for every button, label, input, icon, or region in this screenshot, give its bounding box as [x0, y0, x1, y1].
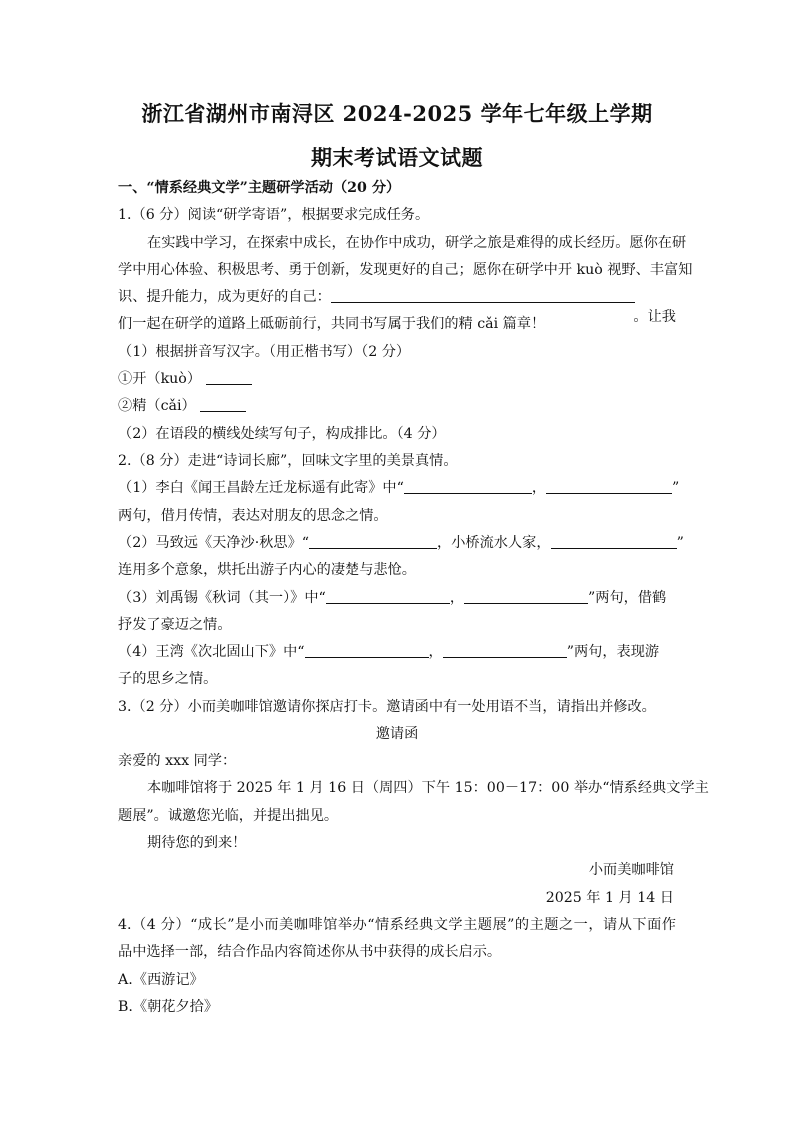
q2-sub1-text: （1）李白《闻王昌龄左迁龙标遥有此寄》中“: [118, 480, 404, 496]
invitation-signature: 小而美咖啡馆: [588, 862, 674, 878]
q1-paragraph-line3-end: 。让我: [633, 309, 676, 325]
q1-sub1-blank-a[interactable]: [206, 369, 252, 385]
q1-paragraph-line2: 学中用心体验、积极思考、勇于创新，发现更好的自己；愿你在研学中开 kuò 视野、丰富知: [118, 262, 693, 278]
invitation-title: 邀请函: [375, 726, 419, 742]
q1-sub1-blank-b[interactable]: [200, 396, 246, 412]
q2-sub4-comma: ，: [428, 644, 443, 660]
q2-sub4-blank-2[interactable]: [443, 642, 567, 658]
q2-sub2-blank-2[interactable]: [551, 533, 677, 549]
q2-sub2-text: （2）马致远《天净沙·秋思》“: [118, 535, 310, 551]
q1-paragraph-line1: 在实践中学习，在探索中成长，在协作中成功，研学之旅是难得的成长经历。愿你在研: [147, 235, 687, 251]
q1-sub1-item-a-label: ①开（kuò）: [118, 371, 202, 387]
q2-sub1-line2: 两句，借月传情，表达对朋友的思念之情。: [118, 508, 388, 524]
q1-sub1-item-b-label: ②精（cǎi）: [118, 398, 196, 414]
q2-stem: 2.（8 分）走进“诗词长廊”，回味文字里的美景真情。: [118, 453, 458, 469]
q2-sub2-middle: ，小桥流水人家，: [437, 535, 551, 551]
q4-stem-line1: 4.（4 分）“成长”是小而美咖啡馆举办“情系经典文学主题展”的主题之一，请从下面作: [118, 917, 676, 933]
q2-sub3-comma: ，: [449, 590, 465, 606]
q2-sub3-text: （3）刘禹锡《秋词（其一）》中“: [118, 590, 326, 606]
q2-sub3-end: ”两句，借鹤: [588, 590, 667, 606]
q2-sub1: [118, 478, 680, 498]
q2-sub1-blank-2[interactable]: [546, 478, 672, 494]
q1-continuation-blank[interactable]: [331, 287, 635, 303]
q2-sub4-blank-1[interactable]: [305, 642, 429, 658]
q1-paragraph-line3-start: 识、提升能力，成为更好的自己：: [118, 289, 331, 305]
invitation-body-line1: 本咖啡馆将于 2025 年 1 月 16 日（周四）下午 15：00－17：00 举办“情系经典文学主: [147, 780, 709, 796]
q4-stem-line2: 品中选择一部，结合作品内容简述你从书中获得的成长启示。: [118, 944, 502, 960]
q2-sub2-end: ”: [676, 535, 684, 551]
q2-sub4: [118, 642, 676, 662]
q2-sub3-line2: 抒发了豪迈之情。: [118, 617, 232, 633]
q4-option-a: A.《西游记》: [118, 972, 204, 988]
q2-sub4-text: （4）王湾《次北固山下》中“: [118, 644, 305, 660]
q1-sub2: （2）在语段的横线处续写句子，构成排比。（4 分）: [118, 426, 446, 442]
q1-sub1: （1）根据拼音写汉字。（用正楷书写）（2 分）: [118, 344, 411, 360]
q1-stem: 1.（6 分）阅读“研学寄语”，根据要求完成任务。: [118, 207, 430, 223]
q2-sub1-blank-1[interactable]: [404, 478, 532, 494]
q1-sub1-item-b: [118, 396, 676, 416]
section1-heading: 一、“情系经典文学”主题研学活动（20 分）: [118, 180, 401, 196]
q2-sub4-line2: 子的思乡之情。: [118, 671, 218, 687]
q2-sub1-end: ”: [672, 480, 680, 496]
invitation-closing: 期待您的到来！: [147, 835, 247, 851]
exam-title-line2: 期末考试语文试题: [311, 145, 483, 170]
invitation-salutation: 亲爱的 xxx 同学：: [118, 753, 237, 769]
q2-sub2: [118, 533, 684, 553]
q1-paragraph-line4: 们一起在研学的道路上砥砺前行，共同书写属于我们的精 cǎi 篇章！: [118, 316, 546, 332]
q4-option-b: B.《朝花夕拾》: [118, 999, 219, 1015]
q2-sub2-line2: 连用多个意象，烘托出游子内心的凄楚与悲怆。: [118, 562, 416, 578]
invitation-date: 2025 年 1 月 14 日: [545, 890, 674, 906]
q1-sub1-item-a: [118, 369, 676, 389]
q2-sub3-blank-1[interactable]: [326, 588, 450, 604]
q2-sub3-blank-2[interactable]: [464, 588, 588, 604]
q2-sub4-end: ”两句，表现游: [566, 644, 660, 660]
q2-sub1-comma: ，: [531, 480, 547, 496]
q3-stem: 3.（2 分）小而美咖啡馆邀请你探店打卡。邀请函中有一处用语不当，请指出并修改。: [118, 699, 656, 715]
q2-sub2-blank-1[interactable]: [309, 533, 437, 549]
exam-title-line1: 浙江省湖州市南浔区 2024-2025 学年七年级上学期: [141, 101, 653, 126]
q2-sub3: [118, 588, 676, 608]
invitation-body-line2: 题展”。诚邀您光临，并提出拙见。: [118, 808, 339, 824]
